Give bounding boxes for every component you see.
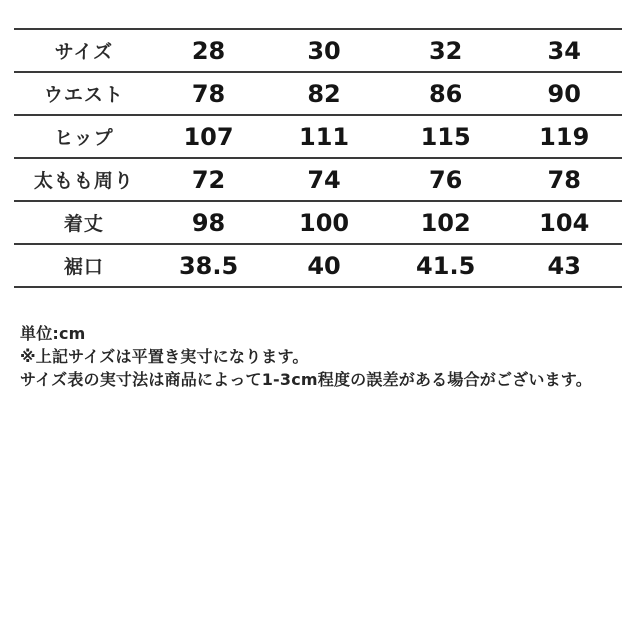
row-label: 裾口 <box>63 256 104 278</box>
table-cell: 90 <box>547 79 581 108</box>
table-cell: 98 <box>191 208 226 237</box>
table-cell: 78 <box>191 79 226 108</box>
table-row-length <box>14 201 622 244</box>
table-cell: 100 <box>299 208 350 237</box>
table-cell: 43 <box>547 251 581 280</box>
table-cell: 115 <box>420 122 471 151</box>
table-row-hip <box>14 115 622 158</box>
tolerance-note: サイズ表の実寸法は商品によって1-3cm程度の誤差がある場合がございます。 <box>20 370 592 389</box>
table-cell: 30 <box>307 36 341 65</box>
table-cell: 38.5 <box>178 251 239 280</box>
table-cell: 111 <box>299 122 350 151</box>
row-label: 着丈 <box>63 213 104 235</box>
table-row-thigh <box>14 158 622 201</box>
table-row-hem <box>14 244 622 287</box>
flat-measure-note: ※上記サイズは平置き実寸になります。 <box>20 347 309 366</box>
row-label: ヒップ <box>54 127 114 149</box>
table-cell: 32 <box>428 36 463 65</box>
row-label: サイズ <box>54 41 114 63</box>
table-cell: 82 <box>307 79 341 108</box>
unit-note: 単位:cm <box>20 324 86 343</box>
table-cell: 76 <box>428 165 463 194</box>
table-row-waist <box>14 72 622 115</box>
table-cell: 72 <box>191 165 226 194</box>
table-row-size <box>14 29 622 72</box>
row-label: ウエスト <box>43 84 124 106</box>
table-cell: 28 <box>191 36 226 65</box>
table-cell: 119 <box>539 122 590 151</box>
table-cell: 86 <box>428 79 463 108</box>
footnotes <box>20 322 624 391</box>
table-cell: 41.5 <box>416 251 476 280</box>
table-cell: 78 <box>547 165 581 194</box>
row-label: 太もも周り <box>33 170 134 192</box>
table-cell: 40 <box>307 251 341 280</box>
table-cell: 34 <box>547 36 581 65</box>
size-chart-table <box>14 28 622 288</box>
table-cell: 107 <box>183 122 234 151</box>
table-cell: 104 <box>539 208 590 237</box>
table-cell: 102 <box>420 208 471 237</box>
table-cell: 74 <box>307 165 341 194</box>
